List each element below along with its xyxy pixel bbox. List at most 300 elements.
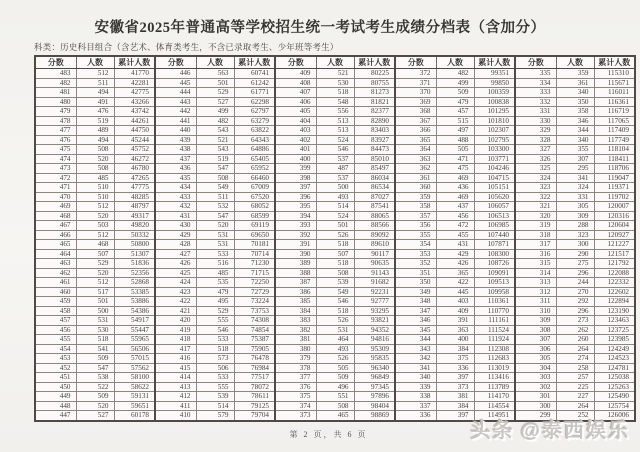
count-cell: 258	[556, 363, 594, 373]
count-cell: 508	[316, 401, 354, 411]
count-cell: 555	[196, 316, 234, 326]
score-cell: 381	[275, 335, 316, 345]
count-cell: 524	[316, 211, 354, 221]
header-score: 分数	[35, 56, 76, 69]
cumulative-cell: 97896	[354, 392, 395, 402]
score-cell: 471	[35, 183, 76, 193]
count-cell: 532	[196, 202, 234, 212]
cumulative-cell: 113416	[474, 373, 515, 383]
cumulative-cell: 99351	[474, 69, 515, 79]
table-row	[35, 344, 635, 354]
score-cell: 403	[275, 126, 316, 136]
cumulative-cell: 101295	[474, 107, 515, 117]
count-cell: 495	[196, 297, 234, 307]
score-cell: 349	[395, 287, 436, 297]
count-cell: 485	[196, 268, 234, 278]
score-cell: 454	[35, 344, 76, 354]
count-cell: 445	[436, 287, 474, 297]
count-cell: 546	[316, 297, 354, 307]
header-count: 人数	[436, 56, 474, 69]
table-row	[35, 249, 635, 259]
table-row	[35, 211, 635, 221]
score-cell: 412	[155, 392, 196, 402]
score-cell: 405	[275, 107, 316, 117]
table-row	[35, 373, 635, 383]
count-cell: 457	[436, 107, 474, 117]
count-cell: 522	[76, 382, 114, 392]
score-cell: 397	[275, 183, 316, 193]
score-cell: 369	[395, 97, 436, 107]
count-cell: 539	[196, 392, 234, 402]
count-cell: 397	[436, 373, 474, 383]
score-cell: 357	[395, 211, 436, 221]
score-cell: 433	[155, 192, 196, 202]
count-cell: 270	[556, 287, 594, 297]
cumulative-cell: 99850	[474, 78, 515, 88]
cumulative-cell: 104715	[474, 173, 515, 183]
cumulative-cell: 118706	[594, 164, 635, 174]
score-cell: 334	[515, 78, 556, 88]
score-cell: 423	[155, 287, 196, 297]
cumulative-cell: 123190	[594, 306, 635, 316]
count-cell: 527	[76, 411, 114, 421]
table-row	[35, 297, 635, 307]
score-distribution-table	[34, 55, 636, 422]
count-cell: 549	[196, 183, 234, 193]
score-cell: 372	[395, 69, 436, 79]
score-cell: 341	[395, 363, 436, 373]
count-cell: 264	[556, 344, 594, 354]
cumulative-cell: 125038	[594, 373, 635, 383]
cumulative-cell: 67520	[234, 192, 275, 202]
cumulative-cell: 61242	[234, 78, 275, 88]
count-cell: 340	[556, 88, 594, 98]
cumulative-cell: 96849	[354, 373, 395, 383]
score-cell: 373	[275, 411, 316, 421]
table-row	[35, 363, 635, 373]
table-row	[35, 145, 635, 155]
count-cell: 346	[556, 116, 594, 126]
cumulative-cell: 74308	[234, 316, 275, 326]
count-cell: 510	[76, 192, 114, 202]
cumulative-cell: 52868	[114, 278, 155, 288]
count-cell: 456	[436, 211, 474, 221]
score-cell: 480	[35, 97, 76, 107]
score-cell: 475	[35, 145, 76, 155]
cumulative-cell: 68052	[234, 202, 275, 212]
score-cell: 465	[35, 240, 76, 250]
cumulative-cell: 120316	[594, 211, 635, 221]
score-cell: 398	[275, 173, 316, 183]
score-cell: 317	[515, 240, 556, 250]
cumulative-cell: 116361	[594, 97, 635, 107]
cumulative-cell: 122332	[594, 278, 635, 288]
count-cell: 533	[196, 249, 234, 259]
cumulative-cell: 123463	[594, 316, 635, 326]
count-cell: 464	[316, 335, 354, 345]
score-cell: 371	[395, 78, 436, 88]
count-cell: 513	[316, 116, 354, 126]
count-cell: 341	[556, 173, 594, 183]
table-row	[35, 78, 635, 88]
score-cell: 466	[35, 230, 76, 240]
score-cell: 382	[275, 325, 316, 335]
count-cell: 543	[196, 126, 234, 136]
count-cell: 476	[76, 107, 114, 117]
score-cell: 307	[515, 335, 556, 345]
score-cell: 457	[35, 316, 76, 326]
count-cell: 520	[76, 401, 114, 411]
count-cell: 543	[196, 145, 234, 155]
score-cell: 351	[395, 268, 436, 278]
score-cell: 322	[515, 192, 556, 202]
cumulative-cell: 83927	[354, 135, 395, 145]
score-cell: 327	[515, 145, 556, 155]
count-cell: 305	[556, 202, 594, 212]
header-score: 分数	[515, 56, 556, 69]
count-cell: 358	[556, 107, 594, 117]
cumulative-cell: 120927	[594, 230, 635, 240]
count-cell: 516	[196, 259, 234, 269]
count-cell: 496	[316, 382, 354, 392]
count-cell: 381	[436, 392, 474, 402]
count-cell: 531	[196, 230, 234, 240]
count-cell: 518	[196, 344, 234, 354]
cumulative-cell: 121227	[594, 240, 635, 250]
score-cell: 332	[515, 97, 556, 107]
score-cell: 455	[35, 335, 76, 345]
cumulative-cell: 98869	[354, 411, 395, 421]
cumulative-cell: 49820	[114, 221, 155, 231]
cumulative-cell: 125754	[594, 401, 635, 411]
count-cell: 472	[436, 221, 474, 231]
score-cell: 414	[155, 373, 196, 383]
count-cell: 524	[316, 135, 354, 145]
cumulative-cell: 123985	[594, 335, 635, 345]
cumulative-cell: 48285	[114, 192, 155, 202]
score-cell: 438	[155, 145, 196, 155]
score-cell: 463	[35, 259, 76, 269]
cumulative-cell: 90635	[354, 259, 395, 269]
cumulative-cell: 91143	[354, 268, 395, 278]
score-cell: 402	[275, 135, 316, 145]
cumulative-cell: 79704	[234, 411, 275, 421]
cumulative-cell: 65952	[234, 164, 275, 174]
count-cell: 529	[76, 259, 114, 269]
score-cell: 461	[35, 278, 76, 288]
score-cell: 446	[155, 69, 196, 79]
count-cell: 531	[76, 316, 114, 326]
cumulative-cell: 114170	[474, 392, 515, 402]
header-count: 人数	[196, 56, 234, 69]
score-cell: 321	[515, 202, 556, 212]
score-cell: 481	[35, 88, 76, 98]
cumulative-cell: 110361	[474, 297, 515, 307]
score-cell: 473	[35, 164, 76, 174]
count-cell: 518	[316, 88, 354, 98]
cumulative-cell: 66460	[234, 173, 275, 183]
cumulative-cell: 78611	[234, 392, 275, 402]
cumulative-cell: 74854	[234, 325, 275, 335]
cumulative-cell: 82377	[354, 107, 395, 117]
cumulative-cell: 42775	[114, 88, 155, 98]
count-cell: 493	[316, 344, 354, 354]
score-cell: 478	[35, 116, 76, 126]
score-cell: 354	[395, 240, 436, 250]
count-cell: 512	[76, 69, 114, 79]
table-row	[35, 240, 635, 250]
cumulative-cell: 122088	[594, 268, 635, 278]
count-cell: 391	[436, 316, 474, 326]
count-cell: 244	[556, 278, 594, 288]
cumulative-cell: 81821	[354, 97, 395, 107]
count-cell: 512	[76, 230, 114, 240]
table-row	[35, 164, 635, 174]
count-cell: 324	[556, 183, 594, 193]
count-cell: 471	[436, 154, 474, 164]
score-cell: 430	[155, 221, 196, 231]
cumulative-cell: 76984	[234, 363, 275, 373]
count-cell: 491	[76, 97, 114, 107]
cumulative-cell: 119702	[594, 192, 635, 202]
cumulative-cell: 65405	[234, 154, 275, 164]
score-cell: 418	[155, 335, 196, 345]
table-row	[35, 88, 635, 98]
count-cell: 506	[196, 363, 234, 373]
count-cell: 508	[76, 145, 114, 155]
cumulative-cell: 46780	[114, 164, 155, 174]
cumulative-cell: 64886	[234, 145, 275, 155]
cumulative-cell: 49317	[114, 211, 155, 221]
cumulative-cell: 114951	[474, 411, 515, 421]
score-cell: 420	[155, 316, 196, 326]
score-cell: 476	[35, 135, 76, 145]
count-cell: 227	[556, 392, 594, 402]
cumulative-cell: 64343	[234, 135, 275, 145]
score-cell: 459	[35, 297, 76, 307]
score-cell: 324	[515, 173, 556, 183]
count-cell: 526	[316, 354, 354, 364]
count-cell: 487	[316, 164, 354, 174]
count-cell: 519	[196, 154, 234, 164]
cumulative-cell: 112308	[474, 344, 515, 354]
score-cell: 449	[35, 392, 76, 402]
table-row	[35, 97, 635, 107]
count-cell: 526	[316, 316, 354, 326]
header-count: 人数	[76, 56, 114, 69]
count-cell: 489	[76, 126, 114, 136]
score-cell: 337	[395, 401, 436, 411]
category-note: 科类：历史科目组合（含艺术、体育类考生，不含已录取考生、少年班等考生）	[34, 42, 339, 52]
count-cell: 363	[436, 325, 474, 335]
count-cell: 509	[76, 354, 114, 364]
cumulative-cell: 115310	[594, 69, 635, 79]
score-cell: 380	[275, 344, 316, 354]
count-cell: 426	[436, 259, 474, 269]
score-cell: 346	[395, 316, 436, 326]
count-cell: 499	[436, 78, 474, 88]
score-cell: 352	[395, 259, 436, 269]
count-cell: 541	[76, 344, 114, 354]
cumulative-cell: 60741	[234, 69, 275, 79]
score-cell: 361	[395, 173, 436, 183]
table-row	[35, 230, 635, 240]
table-row	[35, 202, 635, 212]
score-cell: 482	[35, 78, 76, 88]
count-cell: 549	[316, 287, 354, 297]
count-cell: 547	[76, 363, 114, 373]
count-cell: 503	[76, 221, 114, 231]
cumulative-cell: 93295	[354, 306, 395, 316]
count-cell: 274	[556, 354, 594, 364]
table-row	[35, 354, 635, 364]
count-cell: 455	[436, 230, 474, 240]
count-cell: 273	[556, 316, 594, 326]
cumulative-cell: 103771	[474, 154, 515, 164]
score-cell: 458	[35, 306, 76, 316]
score-cell: 399	[275, 164, 316, 174]
count-cell: 494	[76, 88, 114, 98]
count-cell: 537	[316, 173, 354, 183]
cumulative-cell: 56506	[114, 344, 155, 354]
score-cell: 326	[515, 154, 556, 164]
score-cell: 345	[395, 325, 436, 335]
count-cell: 431	[436, 240, 474, 250]
cumulative-cell: 68599	[234, 211, 275, 221]
cumulative-cell: 80225	[354, 69, 395, 79]
header-cumulative: 累计人数	[594, 56, 635, 69]
cumulative-cell: 76478	[234, 354, 275, 364]
count-cell: 225	[556, 382, 594, 392]
score-cell: 474	[35, 154, 76, 164]
count-cell: 500	[76, 306, 114, 316]
score-cell: 472	[35, 173, 76, 183]
count-cell: 475	[436, 164, 474, 174]
score-cell: 456	[35, 325, 76, 335]
score-cell: 303	[515, 373, 556, 383]
score-cell: 445	[155, 78, 196, 88]
cumulative-cell: 52356	[114, 268, 155, 278]
score-cell: 448	[35, 401, 76, 411]
header-score: 分数	[395, 56, 436, 69]
score-cell: 320	[515, 211, 556, 221]
cumulative-cell: 97345	[354, 382, 395, 392]
score-cell: 444	[155, 88, 196, 98]
table-row	[35, 221, 635, 231]
cumulative-cell: 95309	[354, 344, 395, 354]
table-row	[35, 382, 635, 392]
score-cell: 415	[155, 363, 196, 373]
score-cell: 483	[35, 69, 76, 79]
cumulative-cell: 75387	[234, 335, 275, 345]
cumulative-cell: 55447	[114, 325, 155, 335]
cumulative-cell: 108726	[474, 259, 515, 269]
score-cell: 447	[35, 411, 76, 421]
score-cell: 452	[35, 363, 76, 373]
table-row	[35, 69, 635, 79]
cumulative-cell: 123725	[594, 325, 635, 335]
cumulative-cell: 120604	[594, 221, 635, 231]
score-cell: 393	[275, 221, 316, 231]
cumulative-cell: 119047	[594, 173, 635, 183]
count-cell: 499	[196, 107, 234, 117]
count-cell: 365	[436, 268, 474, 278]
count-cell: 514	[316, 202, 354, 212]
count-cell: 514	[196, 401, 234, 411]
cumulative-cell: 72250	[234, 278, 275, 288]
score-cell: 367	[395, 116, 436, 126]
cumulative-cell: 80755	[354, 78, 395, 88]
count-cell: 531	[316, 325, 354, 335]
cumulative-cell: 113789	[474, 382, 515, 392]
cumulative-cell: 108300	[474, 249, 515, 259]
score-cell: 315	[515, 259, 556, 269]
count-cell: 257	[556, 373, 594, 383]
cumulative-cell: 92231	[354, 287, 395, 297]
count-cell: 275	[556, 259, 594, 269]
score-cell: 342	[395, 354, 436, 364]
score-cell: 460	[35, 287, 76, 297]
cumulative-cell: 73753	[234, 306, 275, 316]
table-row	[35, 259, 635, 269]
count-cell: 479	[196, 287, 234, 297]
cumulative-cell: 105620	[474, 192, 515, 202]
score-cell: 350	[395, 278, 436, 288]
cumulative-cell: 121792	[594, 259, 635, 269]
count-cell: 546	[196, 325, 234, 335]
cumulative-cell: 100359	[474, 88, 515, 98]
count-cell: 530	[76, 325, 114, 335]
cumulative-cell: 88566	[354, 221, 395, 231]
page-title: 安徽省2025年普通高等学校招生统一考试考生成绩分档表（含加分）	[94, 20, 546, 36]
score-cell: 419	[155, 325, 196, 335]
count-cell: 361	[556, 78, 594, 88]
cumulative-cell: 54386	[114, 306, 155, 316]
score-cell: 368	[395, 107, 436, 117]
score-cell: 477	[35, 126, 76, 136]
header-cumulative: 累计人数	[114, 56, 155, 69]
cumulative-cell: 98404	[354, 401, 395, 411]
count-cell: 488	[436, 135, 474, 145]
header-cumulative: 累计人数	[474, 56, 515, 69]
score-cell: 401	[275, 145, 316, 155]
score-cell: 358	[395, 202, 436, 212]
watermark-brand: 头条	[470, 420, 515, 442]
table-row	[35, 154, 635, 164]
cumulative-cell: 75905	[234, 344, 275, 354]
score-cell: 335	[515, 69, 556, 79]
header-row	[35, 56, 635, 69]
count-cell: 529	[196, 88, 234, 98]
cumulative-cell: 86534	[354, 183, 395, 193]
cumulative-cell: 67009	[234, 183, 275, 193]
watermark	[470, 414, 630, 443]
cumulative-cell: 116719	[594, 107, 635, 117]
score-cell: 407	[275, 88, 316, 98]
header-count: 人数	[556, 56, 594, 69]
score-cell: 424	[155, 278, 196, 288]
header-cumulative: 累计人数	[354, 56, 395, 69]
cumulative-cell: 72729	[234, 287, 275, 297]
score-cell: 392	[275, 230, 316, 240]
count-cell: 555	[196, 382, 234, 392]
count-cell: 465	[316, 411, 354, 421]
count-cell: 509	[76, 392, 114, 402]
count-cell: 252	[556, 411, 594, 421]
score-cell: 469	[35, 202, 76, 212]
score-cell: 364	[395, 145, 436, 155]
score-cell: 309	[515, 316, 556, 326]
